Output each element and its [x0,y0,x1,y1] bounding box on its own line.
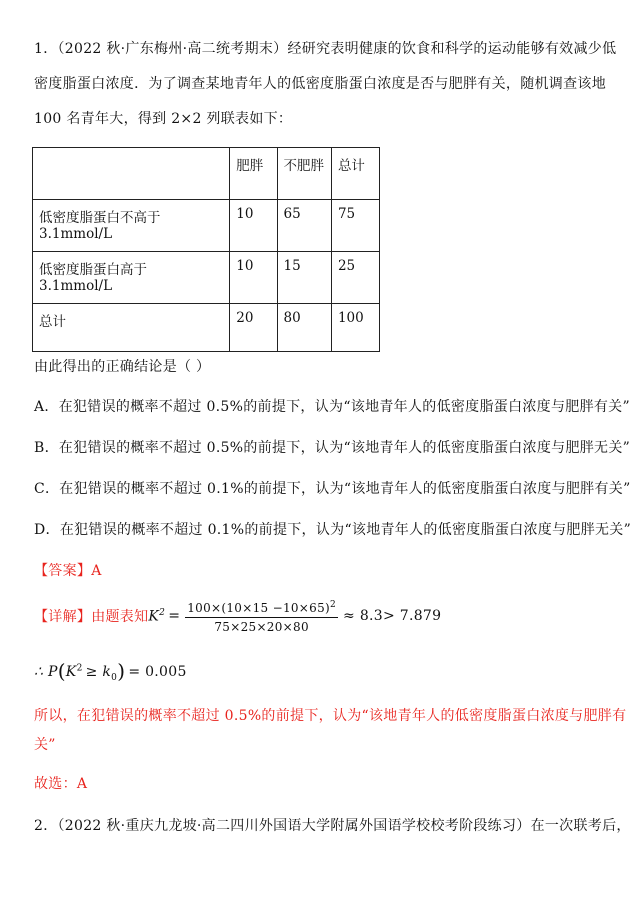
table-cell: 65 [277,200,331,252]
formula-numerator [185,597,338,618]
table-cell: 20 [230,304,277,352]
prob-inner-k: K [65,664,77,680]
table-cell: 总计 [33,304,230,352]
prob-inner-rel: ≥ k [85,664,112,680]
table-cell: 25 [331,252,379,304]
table-header-cell [33,148,230,200]
paren-close: ) [117,659,126,683]
probability-line [34,659,187,683]
detail-intro: 由题表知 [91,609,149,625]
option-c: C．在犯错误的概率不超过 0.1%的前提下，认为“该地青年人的低密度脂蛋白浓度与肥胖有关” [34,481,631,497]
table-cell: 80 [277,304,331,352]
formula-k [148,608,165,625]
q1-line-1: 1．（2022 秋·广东梅州·高二统考期末）经研究表明健康的饮食和科学的运动能够有效减少低 [34,41,617,57]
table-cell: 10 [230,252,277,304]
option-d: D．在犯错误的概率不超过 0.1%的前提下，认为“该地青年人的低密度脂蛋白浓度与肥胖无关” [34,522,632,538]
prob-value: = 0.005 [128,664,187,680]
table-header-cell: 肥胖 [230,148,277,200]
paren-open: ( [57,659,66,683]
contingency-table [32,147,380,352]
table-row [33,252,380,304]
conclusion-line-2: 关” [34,737,56,753]
answer-value: A [91,563,102,579]
formula-numerator-text: 100×(10×15 −10×65) [187,601,331,615]
table-cell: 15 [277,252,331,304]
table-header-cell: 不肥胖 [277,148,331,200]
conclusion-line-1: 所以，在犯错误的概率不超过 0.5%的前提下，认为“该地青年人的低密度脂蛋白浓度与肥胖有 [34,708,627,724]
detail-line [34,596,441,636]
option-a: A．在犯错误的概率不超过 0.5%的前提下，认为“该地青年人的低密度脂蛋白浓度与肥胖有关” [34,399,630,415]
table-cell: 100 [331,304,379,352]
table-row [33,200,380,252]
q1-line-2: 密度脂蛋白浓度．为了调查某地青年人的低密度脂蛋白浓度是否与肥胖有关，随机调查该地 [34,76,606,92]
table-header-row [33,148,380,200]
table-row [33,304,380,352]
formula-fraction [185,597,338,635]
table-header-cell: 总计 [331,148,379,200]
table-cell: 低密度脂蛋白不高于 3.1mmol/L [33,200,230,252]
answer-label: 【答案】 [34,563,92,579]
prob-prefix: ∴ P [34,664,58,680]
answer-line [34,560,102,580]
question-stem: 由此得出的正确结论是（ ） [34,359,211,375]
table-cell: 低密度脂蛋白高于 3.1mmol/L [33,252,230,304]
formula-approx: ≈ 8.3> 7.879 [343,608,442,624]
detail-label: 【详解】 [34,609,92,625]
q2-line-1: 2．（2022 秋·重庆九龙坡·高二四川外国语大学附属外国语学校校考阶段练习）在一次联考后， [34,818,631,834]
formula-k-symbol: K [148,608,160,625]
table-cell: 75 [331,200,379,252]
prob-inner-exponent: 2 [76,663,83,674]
formula-numerator-exponent: 2 [330,600,337,610]
option-b: B．在犯错误的概率不超过 0.5%的前提下，认为“该地青年人的低密度脂蛋白浓度与肥胖无关” [34,440,631,456]
prob-inner-subscript: 0 [111,672,118,683]
formula-denominator: 75×25×20×80 [214,620,309,634]
q1-line-3: 100 名青年大，得到 2×2 列联表如下： [34,111,293,127]
formula-k-exponent: 2 [159,607,166,618]
choose-line: 故选：A [34,776,88,792]
formula-equals: = [168,608,181,624]
table-cell: 10 [230,200,277,252]
